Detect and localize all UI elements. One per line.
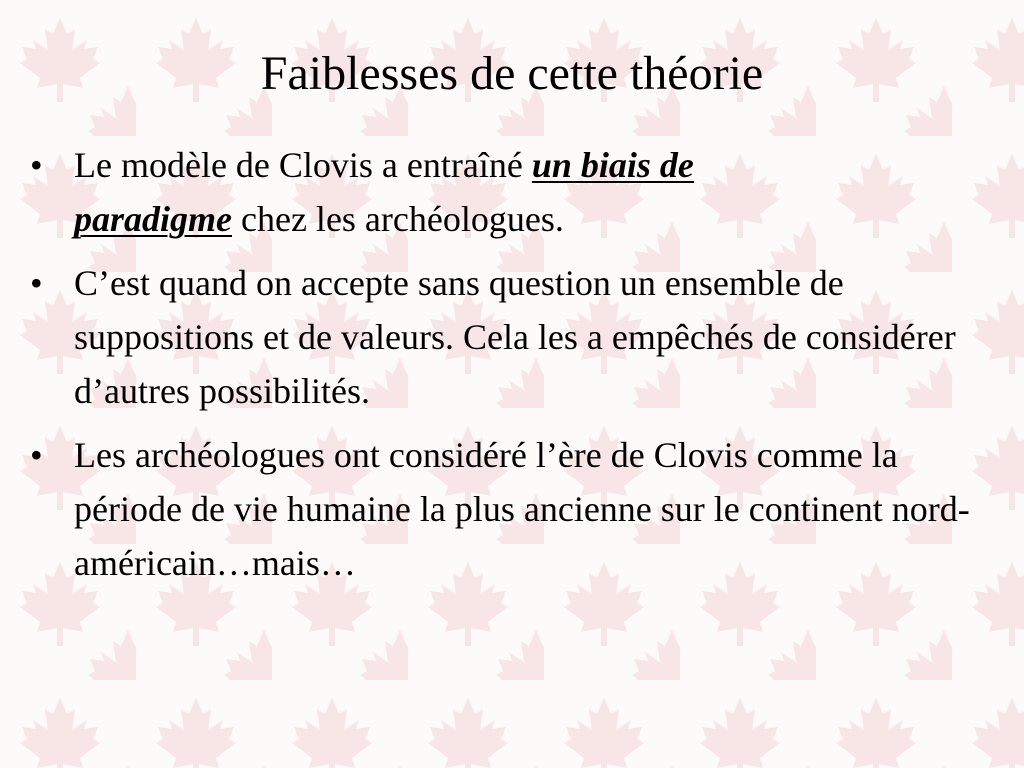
bullet-item-1 xyxy=(30,138,980,246)
bullet-item-3 xyxy=(30,428,980,590)
bullet-dot-icon: • xyxy=(30,263,43,303)
bullet-dot-icon: • xyxy=(30,435,43,475)
bullet-list xyxy=(30,138,980,600)
bullet-1-text-after: chez les archéologues. xyxy=(232,199,564,239)
bullet-dot-icon: • xyxy=(30,145,43,185)
slide-title: Faiblesses de cette théorie xyxy=(260,47,764,100)
bullet-1-emphasis-part-1: un biais de xyxy=(531,145,694,185)
bullet-item-2 xyxy=(30,256,980,418)
bullet-2-text: C’est quand on accepte sans question un ensemble de suppositions et de valeurs. Cela les a empêchés de considérer d’autres possibilités. xyxy=(74,263,956,411)
bullet-1-text-before: Le modèle de Clovis a entraîné xyxy=(74,145,532,185)
bullet-1-emphasis-part-2: paradigme xyxy=(74,199,232,239)
bullet-3-text: Les archéologues ont considéré l’ère de Clovis comme la période de vie humaine la plus ancienne sur le continent nord-américain…mais… xyxy=(74,435,970,583)
